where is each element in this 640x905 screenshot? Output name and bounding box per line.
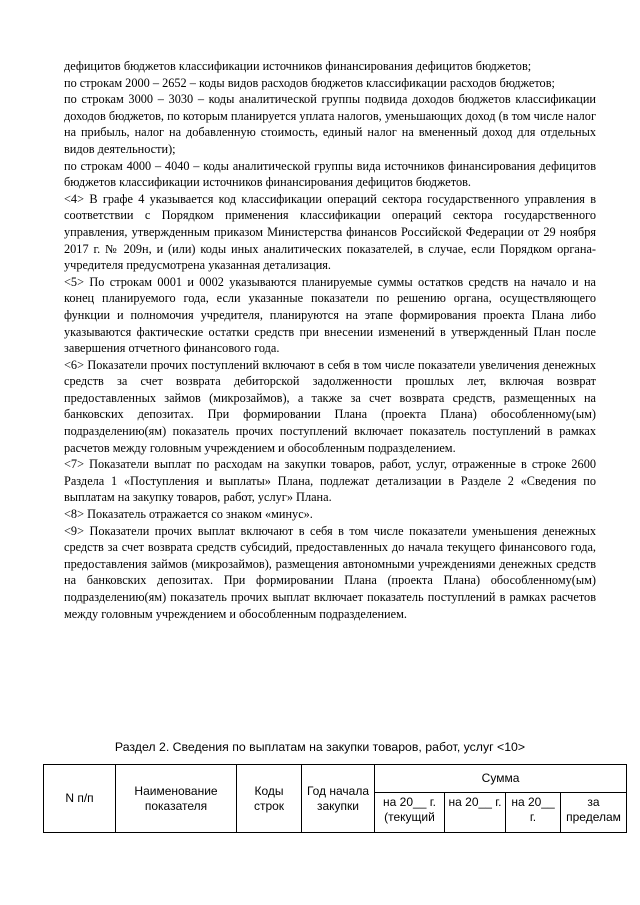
header-start-year: Год начала закупки	[302, 765, 375, 833]
footnote-9: <9> Показатели прочих выплат включают в себя в том числе показатели уменьшения денежных средств за счет возврата средств субсидий, предоставленных до начала текущего финансового года, предоставления займов (микрозаймов), размещения автономными учреждениями денежных средств на банковских депозитах. При формировании Плана (проекта Плана) обособленному(ым) подразделению(ям) показатель прочих выплат включает показатель поступлений в рамках расчетов между головным учреждением и обособленным подразделением.	[64, 523, 596, 621]
header-indicator-name: Наименование показателя	[116, 765, 237, 833]
footnote-5: <5> По строкам 0001 и 0002 указываются планируемые суммы остатков средств на начало и на конец планируемого года, если указанные показатели по решению органа, осуществляющего функции и полномочия учредителя, планируются на этапе формирования проекта Плана либо указываются фактические остатки средств при внесении изменений в утвержденный План после завершения отчетного финансового года.	[64, 274, 596, 356]
header-row-codes: Коды строк	[237, 765, 302, 833]
header-sum-current-year: на 20__ г. (текущий	[375, 793, 445, 833]
paragraph: по строкам 4000 – 4040 – коды аналитической группы вида источников финансирования дефицитов бюджетов классификации источников финансирования дефицитов бюджетов.	[64, 158, 596, 190]
paragraph: дефицитов бюджетов классификации источников финансирования дефицитов бюджетов;	[64, 59, 532, 73]
footnote-8: <8> Показатель отражается со знаком «минус».	[64, 507, 313, 522]
footnote-6: <6> Показатели прочих поступлений включают в себя в том числе показатели увеличения денежных средств за счет возврата дебиторской задолженности прошлых лет, включая возврат предоставленных займов (микрозаймов), а также за счет возврата средств, размещенных на банковских депозитах. При формировании Плана (проекта Плана) обособленному(ым) подразделению(ям) показатель прочих поступлений включает показатель поступлений в рамках расчетов между головным учреждением и обособленным подразделением.	[64, 357, 596, 455]
header-sum-year-3: на 20__ г.	[506, 793, 561, 833]
paragraph: по строкам 2000 – 2652 – коды видов расходов бюджетов классификации расходов бюджетов;	[64, 75, 555, 90]
section-title: Раздел 2. Сведения по выплатам на закупки товаров, работ, услуг <10>	[114, 740, 526, 754]
header-sum-beyond: за пределам	[561, 793, 627, 833]
paragraph: по строкам 3000 – 3030 – коды аналитической группы подвида доходов бюджетов классификации доходов бюджетов, по которым планируется уплата налогов, уменьшающих доход (в том числе налог на прибыль, налог на добавленную стоимость, единый налог на вмененный доход для отдельных видов деятельности);	[64, 92, 596, 156]
footnote-4: <4> В графе 4 указывается код классификации операций сектора государственного управления в соответствии с Порядком применения классификации операций сектора государственного управления, утвержденным приказом Министерства финансов Российской Федерации от 29 ноября 2017 г. № 209н, и (или) коды иных аналитических показателей, в случае, если Порядком органа-учредителя предусмотрена указанная детализация.	[64, 191, 596, 273]
footnote-7: <7> Показатели выплат по расходам на закупки товаров, работ, услуг, отраженные в строке 2600 Раздела 1 «Поступления и выплаты» Плана, подлежат детализации в Разделе 2 «Сведения по выплатам на закупку товаров, работ, услуг» Плана.	[64, 457, 596, 505]
header-sum-year-2: на 20__ г.	[445, 793, 506, 833]
footnotes-text	[64, 58, 596, 622]
procurement-table	[43, 764, 627, 833]
header-sum: Сумма	[375, 765, 627, 793]
header-number: N п/п	[44, 765, 116, 833]
